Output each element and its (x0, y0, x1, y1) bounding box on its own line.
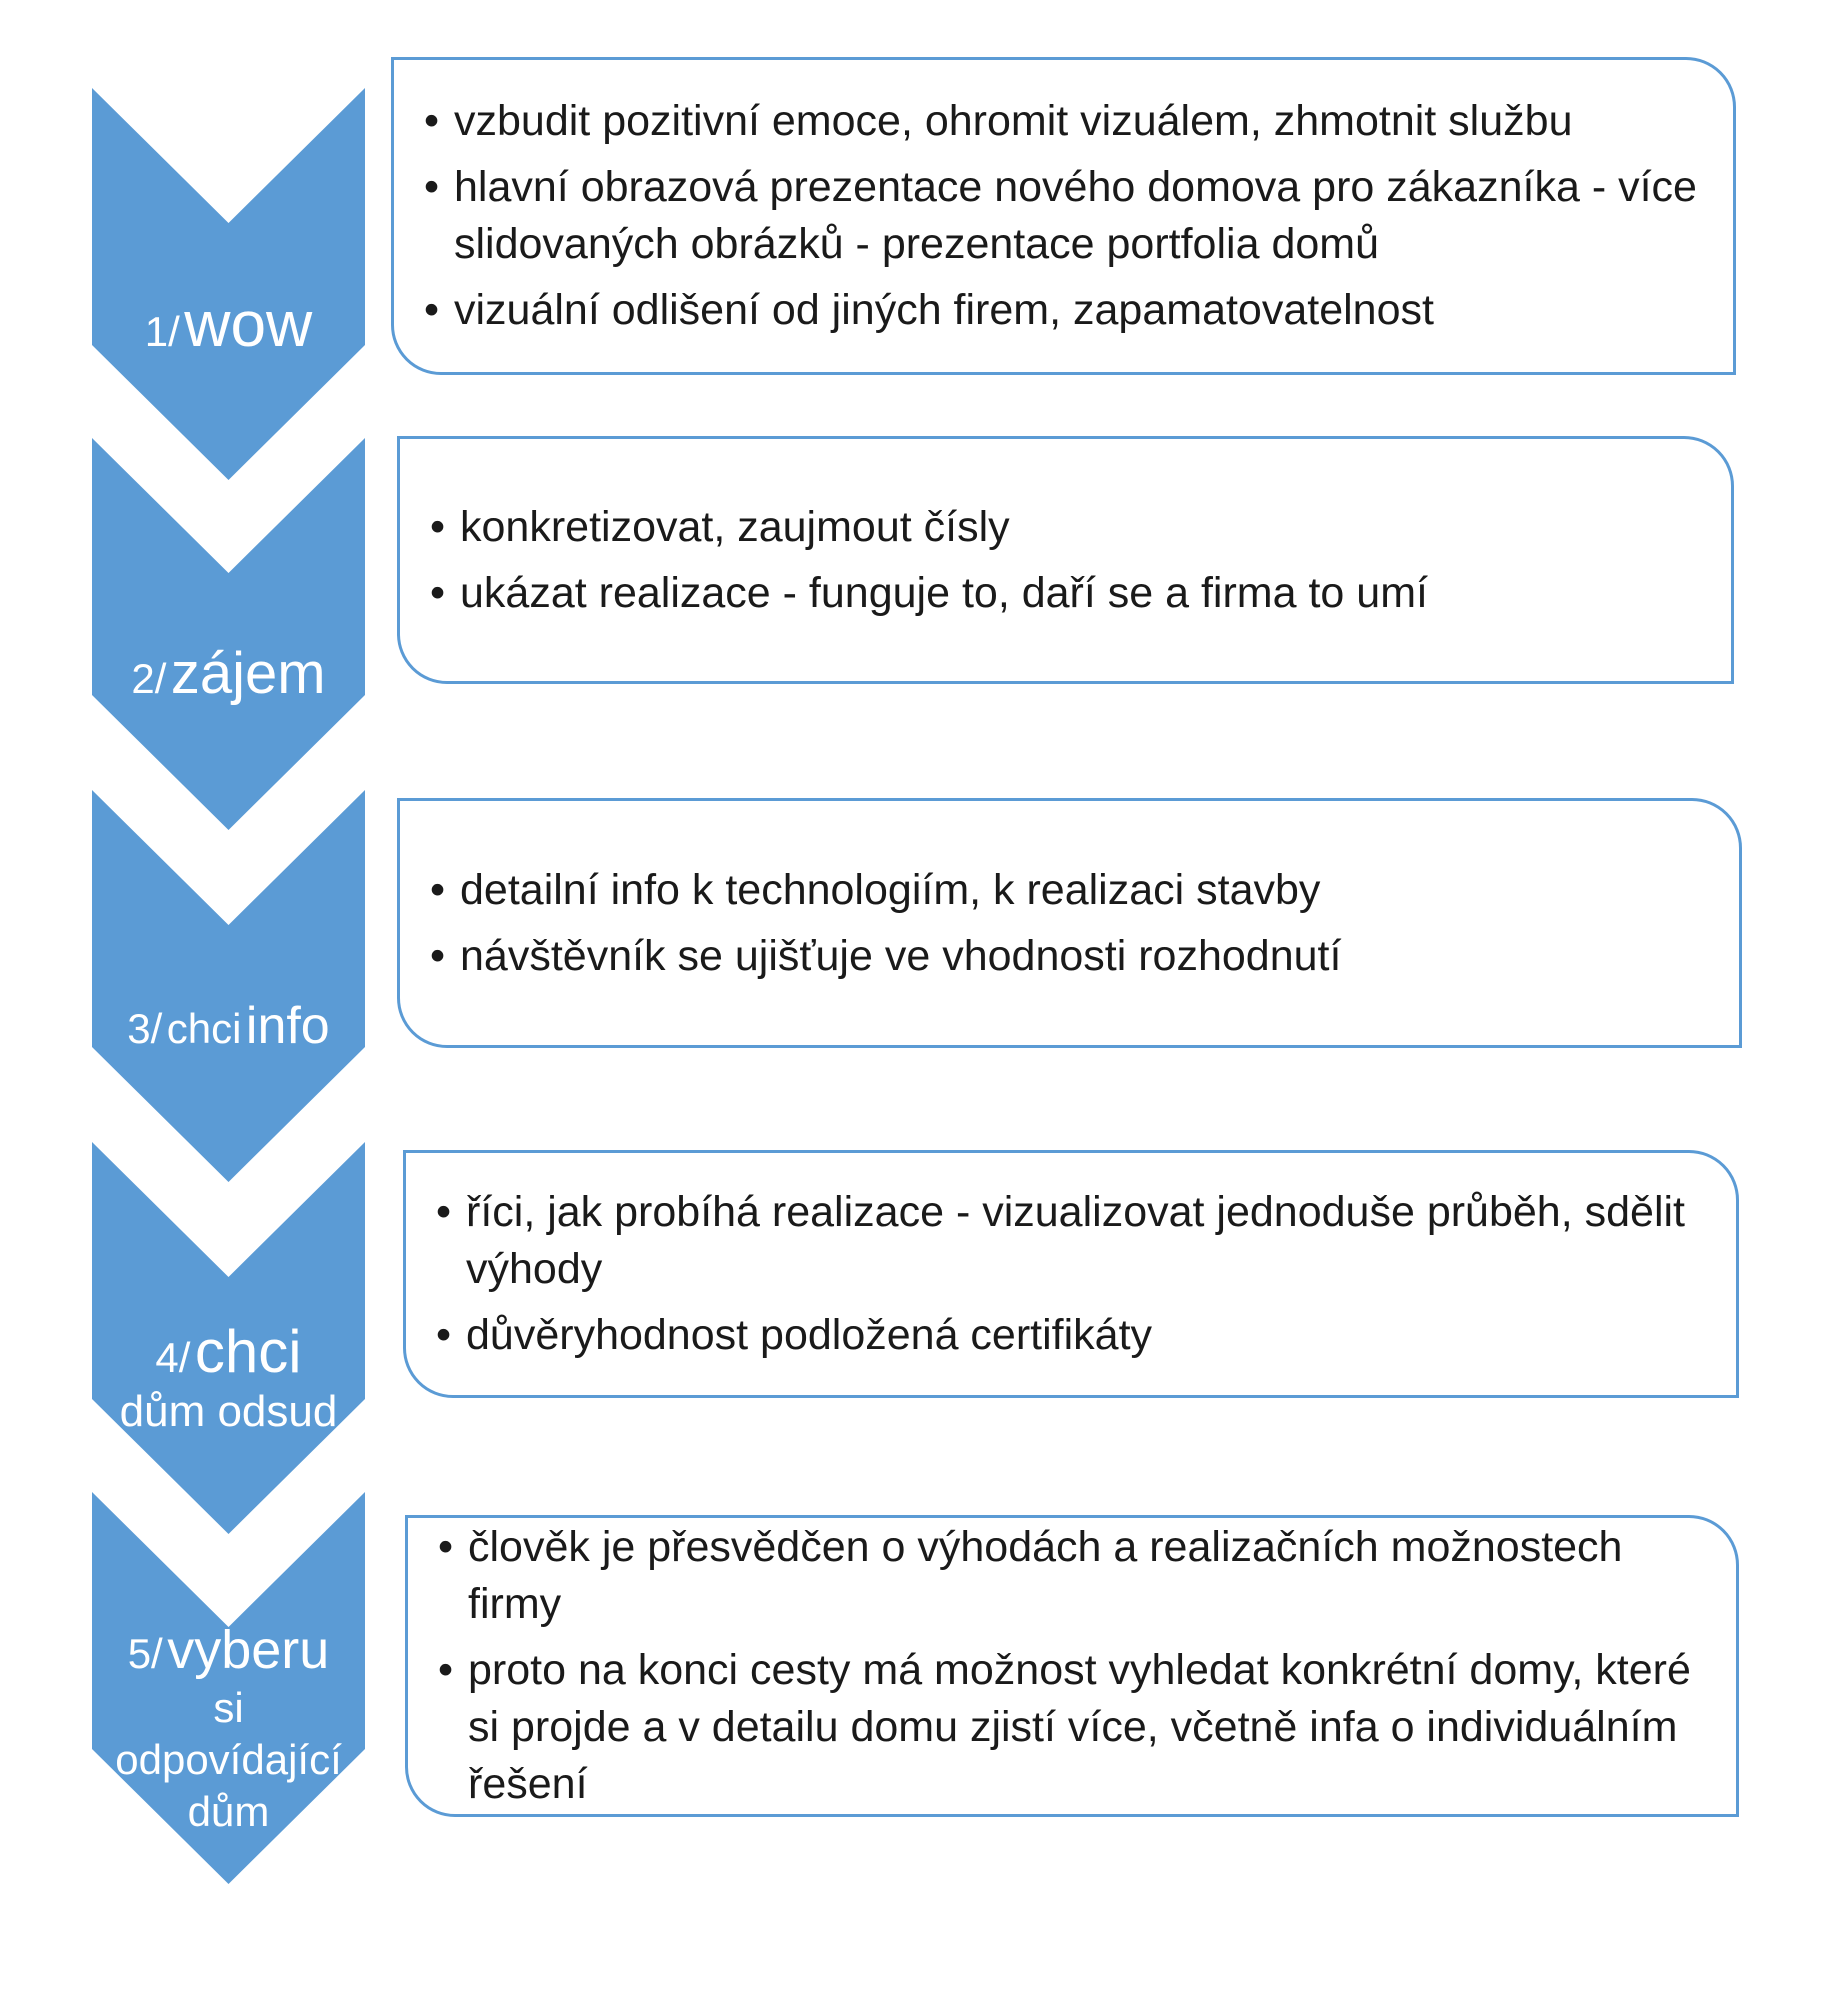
step-4-chevron (92, 1142, 365, 1534)
step-4-card (403, 1150, 1739, 1398)
list-item: • říci, jak probíhá realizace - vizualizovat jednoduše průběh, sdělit výhody (436, 1184, 1706, 1298)
step-5-number: 5/ (127, 1630, 163, 1677)
step-1-list (424, 93, 1703, 339)
list-item: • důvěryhodnost podložená certifikáty (436, 1307, 1706, 1364)
step-5-chevron (92, 1492, 365, 1884)
step-5-list (438, 1519, 1716, 1813)
step-2-list (430, 499, 1701, 622)
step-2-chevron (92, 438, 365, 830)
list-item: • konkretizovat, zaujmout čísly (430, 499, 1701, 556)
bullet-icon: • (438, 1646, 454, 1694)
step-1-title: wow (184, 288, 313, 360)
step-5-card (405, 1515, 1739, 1817)
step-2-card (397, 436, 1734, 684)
list-item: • hlavní obrazová prezentace nového domova pro zákazníka - více slidovaných obrázků - prezentace portfolia domů (424, 159, 1703, 273)
list-item: • návštěvník se ujišťuje ve vhodnosti rozhodnutí (430, 928, 1709, 985)
step-3-subtitle: chci (166, 1005, 242, 1052)
step-3-chevron (92, 790, 365, 1182)
step-1-number: 1/ (144, 308, 180, 355)
bullet-icon: • (424, 286, 440, 334)
bullet-icon: • (430, 931, 446, 980)
bullet-icon: • (436, 1311, 452, 1359)
step-5-title: vyberu (167, 1620, 330, 1680)
step-4-list (436, 1184, 1706, 1364)
step-1-chevron (92, 88, 365, 480)
step-3-list (430, 862, 1709, 985)
list-item: • člověk je přesvědčen o výhodách a realizačních možnostech firmy (438, 1519, 1716, 1633)
step-1-card (391, 57, 1736, 375)
step-5-label (92, 1492, 365, 1924)
bullet-icon: • (430, 568, 446, 617)
step-2-title: zájem (170, 641, 326, 706)
list-item: • vzbudit pozitivní emoce, ohromit vizuálem, zhmotnit službu (424, 93, 1703, 150)
step-4-number: 4/ (155, 1334, 191, 1381)
step-5-subtitle-1: si (213, 1684, 244, 1731)
bullet-icon: • (438, 1523, 454, 1571)
bullet-icon: • (436, 1188, 452, 1236)
step-3-card (397, 798, 1742, 1048)
step-5-subtitle-2: odpovídající (115, 1736, 342, 1783)
step-4-title: chci (194, 1318, 302, 1385)
bullet-icon: • (430, 502, 446, 551)
step-3-title: info (245, 997, 330, 1055)
step-5-subtitle-3: dům (187, 1788, 270, 1835)
list-item: • vizuální odlišení od jiných firem, zapamatovatelnost (424, 282, 1703, 339)
list-item: • detailní info k technologiím, k realizaci stavby (430, 862, 1709, 919)
list-item: • proto na konci cesty má možnost vyhledat konkrétní domy, které si projde a v detailu domu zjistí více, včetně infa o individuálním řešení (438, 1642, 1716, 1813)
bullet-icon: • (424, 163, 440, 211)
step-4-subtitle: dům odsud (119, 1387, 338, 1436)
bullet-icon: • (430, 865, 446, 914)
step-2-number: 2/ (131, 655, 167, 702)
list-item: • ukázat realizace - funguje to, daří se a firma to umí (430, 565, 1701, 622)
step-3-number: 3/ (127, 1005, 163, 1052)
bullet-icon: • (424, 97, 440, 145)
